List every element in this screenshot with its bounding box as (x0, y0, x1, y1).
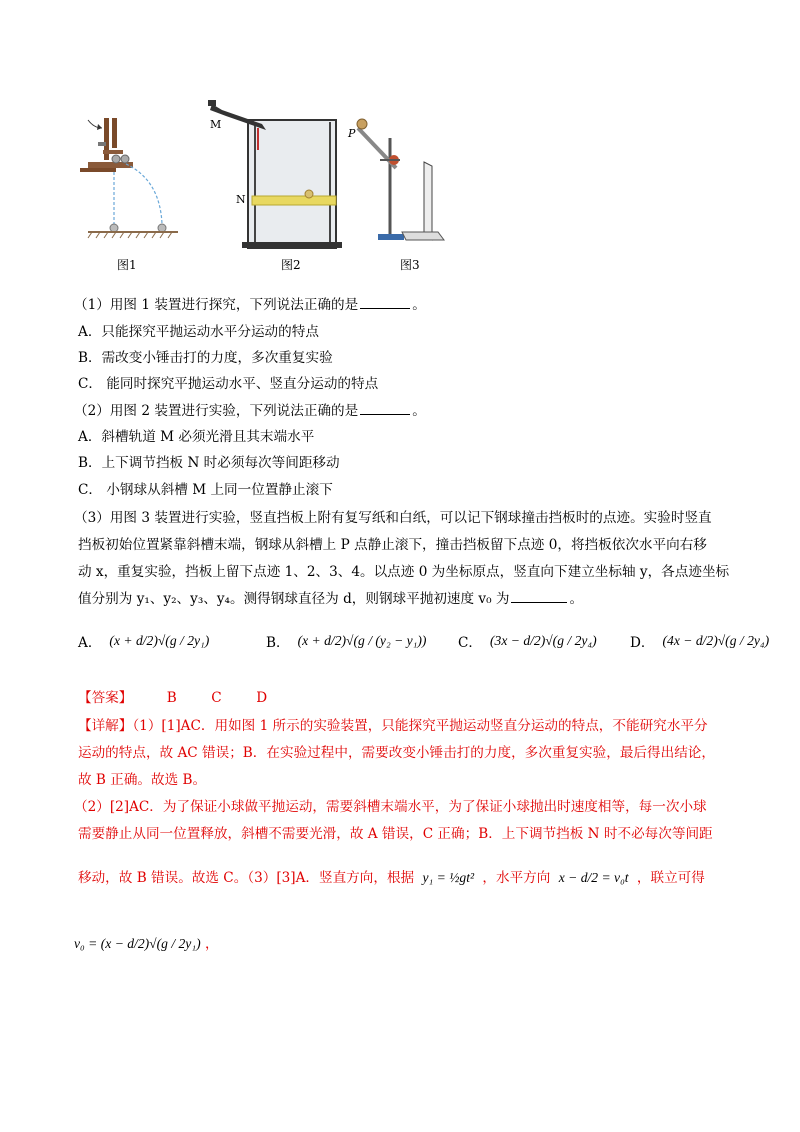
answer-blank (360, 296, 410, 309)
answer-label: 【答案】 (78, 690, 133, 706)
figure-2-drawing (208, 100, 342, 248)
formula-option-c: (3x − d/2)√(g / 2y₄) (490, 633, 597, 648)
q1-option-c: C． 能同时探究平抛运动水平、竖直分运动的特点 (78, 376, 379, 392)
answer-row (78, 688, 267, 708)
figure-1-caption: 图1 (117, 258, 137, 272)
fig2-label-m: M (210, 118, 222, 131)
detail-line-2: 运动的特点，故 AC 错误；B．在实验过程中，需要改变小锤击打的力度，多次重复实验，最后得出结论， (78, 745, 715, 761)
figure-3-drawing (357, 119, 444, 240)
detail-line-5: 需要静止从同一位置释放，斜槽不需要光滑，故 A 错误，C 正确；B．上下调节挡板 N 时不必每次等间距 (78, 826, 713, 842)
question-2: （2）用图 2 装置进行实验，下列说法正确的是 。 (74, 403, 426, 419)
q3-option-c: C． (3x − d/2)√(g / 2y₄) (458, 633, 597, 651)
final-equation: v₀ = (x − d/2)√(g / 2y₁) (74, 936, 201, 951)
formula-option-b: (x + d/2)√(g / (y₂ − y₁)) (297, 633, 427, 648)
formula-option-d: (4x − d/2)√(g / 2y₄) (662, 633, 770, 648)
question-3-line-2: 挡板初始位置紧靠斜槽末端，钢球从斜槽上 P 点静止滚下，撞击挡板留下点迹 0，将挡板依次水平向右移 (78, 537, 707, 553)
detail-line-6: 移动，故 B 错误。故选 C。（3）[3]A．竖直方向，根据 y₁ = ½gt² ，水平方向 x − d/2 = v₀t ，联立可得 (78, 870, 705, 886)
question-3-line-1: （3）用图 3 装置进行实验，竖直挡板上附有复写纸和白纸，可以记下钢球撞击挡板时的点迹。实验时竖直 (74, 510, 712, 526)
formula-option-a: (x + d/2)√(g / 2y₁) (109, 633, 210, 648)
q1-option-a: A．只能探究平抛运动水平分运动的特点 (78, 324, 319, 340)
figure-2-caption: 图2 (281, 258, 301, 272)
q3-option-a: A． (x + d/2)√(g / 2y₁) (78, 633, 210, 651)
detail-line-3: 故 B 正确。故选 B。 (78, 772, 207, 788)
final-equation-row: v₀ = (x − d/2)√(g / 2y₁) ， (74, 936, 219, 952)
fig2-label-n: N (236, 193, 246, 206)
question-1: （1）用图 1 装置进行探究，下列说法正确的是 。 (74, 297, 426, 313)
figure-3-caption: 图3 (400, 258, 420, 272)
q2-option-b: B．上下调节挡板 N 时必须每次等间距移动 (78, 455, 340, 471)
detail-line-1: 【详解】（1）[1]AC．用如图 1 所示的实验装置，只能探究平抛运动竖直分运动的特点，不能研究水平分 (78, 718, 708, 734)
q3-option-d: D． (4x − d/2)√(g / 2y₄) (630, 633, 770, 651)
q2-option-c: C． 小钢球从斜槽 M 上同一位置静止滚下 (78, 482, 333, 498)
equation-vertical: y₁ = ½gt² (422, 870, 475, 885)
answer-values: B C D (166, 690, 268, 706)
apparatus-figures (0, 90, 800, 270)
answer-blank (511, 590, 567, 603)
q1-option-b: B．需改变小锤击打的力度，多次重复实验 (78, 350, 333, 366)
fig3-label-p: P (348, 127, 356, 140)
answer-blank (360, 402, 410, 415)
q3-options (78, 618, 798, 664)
q2-option-a: A．斜槽轨道 M 必须光滑且其末端水平 (78, 429, 315, 445)
question-3-line-4: 值分别为 y₁、y₂、y₃、y₄。测得钢球直径为 d，则钢球平抛初速度 v₀ 为 。 (78, 591, 584, 607)
q3-option-b: B． (x + d/2)√(g / (y₂ − y₁)) (266, 633, 427, 651)
question-3-line-3: 动 x，重复实验，挡板上留下点迹 1、2、3、4。以点迹 0 为坐标原点，竖直向下建立坐标轴 y，各点迹坐标 (78, 564, 730, 580)
equation-horizontal: x − d/2 = v₀t (558, 870, 629, 885)
figure-strip (0, 90, 800, 270)
figure-1-drawing (80, 118, 178, 238)
detail-line-4: （2）[2]AC．为了保证小球做平抛运动，需要斜槽末端水平，为了保证小球抛出时速度相等，每一次小球 (74, 799, 707, 815)
